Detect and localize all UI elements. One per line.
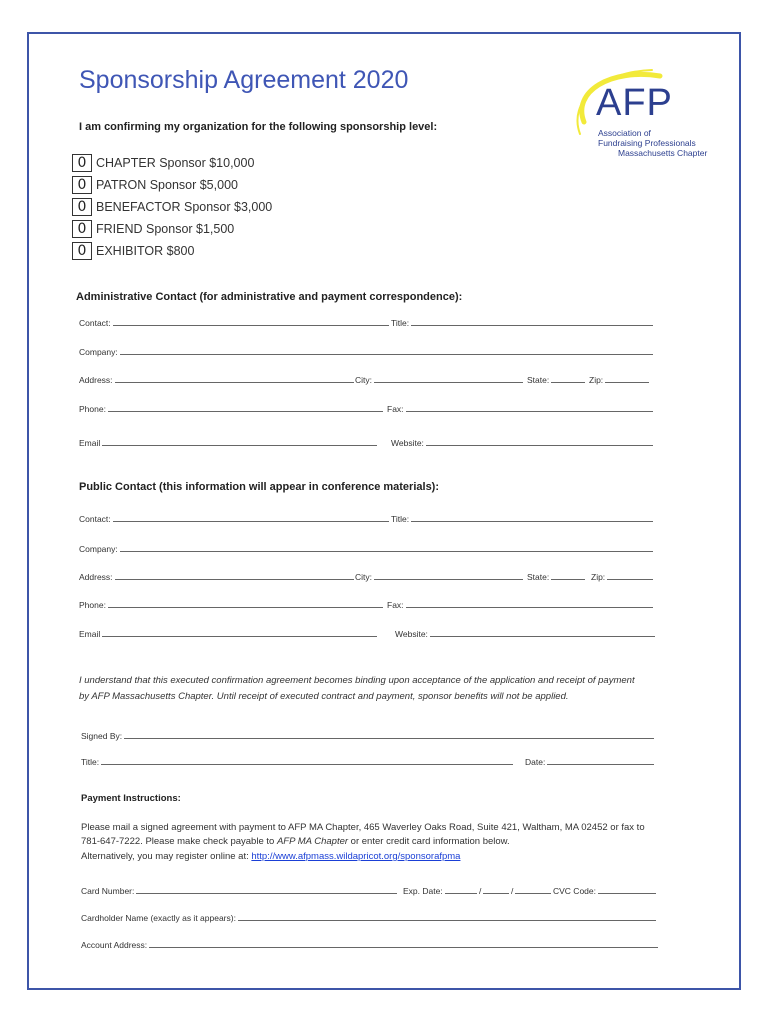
account-address-field[interactable] (81, 938, 658, 950)
field-label: City: (355, 572, 372, 582)
field-label: / (511, 886, 514, 896)
level-exhibitor[interactable] (72, 241, 194, 261)
field-label: Company: (79, 347, 118, 357)
admin-contact-heading: Administrative Contact (for administrative and payment correspondence): (76, 291, 463, 303)
afp-logo-line-2: Fundraising Professionals (598, 138, 696, 148)
field-label: City: (355, 375, 372, 385)
admin-company-row (79, 345, 653, 359)
field-label: Phone: (79, 600, 106, 610)
level-friend[interactable] (72, 219, 234, 239)
online-registration-link[interactable]: http://www.afpmass.wildapricot.org/sponsorafpma (251, 851, 461, 862)
field-label: Signed By: (81, 731, 123, 741)
public-contact-field[interactable] (79, 512, 389, 524)
level-checkbox[interactable]: 0 (72, 154, 92, 172)
payment-text: 781-647-7222. Please make check payable to (81, 836, 277, 847)
field-label: Zip: (589, 375, 604, 385)
admin-city-field[interactable] (355, 373, 523, 385)
field-label: Fax: (387, 404, 404, 414)
field-label: Cardholder Name (exactly as it appears): (81, 913, 236, 923)
field-label: Address: (79, 572, 113, 582)
field-label: Account Address: (81, 940, 148, 950)
cardholder-name-field[interactable] (81, 911, 656, 923)
admin-fax-field[interactable] (387, 402, 653, 414)
level-checkbox[interactable]: 0 (72, 176, 92, 194)
afp-logo-line-1: Association of (598, 128, 651, 138)
public-contact-heading: Public Contact (this information will appear in conference materials): (79, 481, 440, 493)
cvc-code-field[interactable] (553, 884, 656, 896)
signed-by-row (81, 729, 654, 743)
level-label: PATRON Sponsor $5,000 (96, 178, 238, 192)
admin-address-row (79, 373, 653, 387)
field-label: Contact: (79, 318, 111, 328)
field-label: Website: (395, 629, 428, 639)
level-patron[interactable] (72, 175, 238, 195)
admin-state-field[interactable] (527, 373, 585, 385)
level-chapter[interactable] (72, 153, 254, 173)
exp-month-field[interactable] (403, 884, 477, 896)
field-label: Company: (79, 544, 118, 554)
field-label: CVC Code: (553, 886, 596, 896)
field-label: Title: (391, 514, 410, 524)
field-label: State: (527, 375, 550, 385)
signature-title-field[interactable] (81, 755, 513, 767)
payment-text: Alternatively, you may register online at: (81, 851, 252, 862)
exp-year-field[interactable] (511, 884, 551, 896)
field-label: Title: (81, 757, 100, 767)
public-email-field[interactable] (79, 627, 377, 639)
field-label: Email (79, 438, 101, 448)
public-email-row (79, 627, 653, 641)
afp-logo-mark: AFP (596, 82, 673, 124)
payment-heading: Payment Instructions: (81, 793, 181, 804)
admin-email-row (79, 436, 653, 450)
admin-email-field[interactable] (79, 436, 377, 448)
admin-address-field[interactable] (79, 373, 354, 385)
public-address-row (79, 570, 653, 584)
public-title-field[interactable] (391, 512, 653, 524)
field-label: Website: (391, 438, 424, 448)
level-benefactor[interactable] (72, 197, 272, 217)
admin-company-field[interactable] (79, 345, 653, 357)
public-fax-field[interactable] (387, 598, 653, 610)
level-checkbox[interactable]: 0 (72, 198, 92, 216)
field-label: Email (79, 629, 101, 639)
signed-by-field[interactable] (81, 729, 654, 741)
level-checkbox[interactable]: 0 (72, 220, 92, 238)
field-label: Phone: (79, 404, 106, 414)
field-label: Address: (79, 375, 113, 385)
public-company-row (79, 542, 653, 556)
admin-contact-field[interactable] (79, 316, 389, 328)
card-row (81, 884, 656, 898)
payee-name: AFP MA Chapter (276, 836, 349, 847)
afp-logo (570, 62, 710, 162)
public-zip-field[interactable] (591, 570, 653, 582)
public-state-field[interactable] (527, 570, 585, 582)
level-label: CHAPTER Sponsor $10,000 (96, 156, 255, 170)
public-company-field[interactable] (79, 542, 653, 554)
field-label: Fax: (387, 600, 404, 610)
admin-title-field[interactable] (391, 316, 653, 328)
admin-zip-field[interactable] (589, 373, 649, 385)
public-contact-row (79, 512, 653, 526)
field-label: State: (527, 572, 550, 582)
payment-instructions-line-3 (81, 851, 460, 862)
admin-website-field[interactable] (391, 436, 653, 448)
page-title: Sponsorship Agreement 2020 (79, 66, 409, 94)
field-label: Card Number: (81, 886, 135, 896)
level-label: FRIEND Sponsor $1,500 (96, 222, 235, 236)
exp-day-field[interactable] (479, 884, 509, 896)
payment-instructions-line-1: Please mail a signed agreement with payment to AFP MA Chapter, 465 Waverley Oaks Road, Suite 421, Waltham, MA 02452 or fax to (81, 822, 645, 833)
afp-logo-line-3: Massachusetts Chapter (618, 148, 708, 158)
field-label: Contact: (79, 514, 111, 524)
field-label: Exp. Date: (403, 886, 443, 896)
level-checkbox[interactable]: 0 (72, 242, 92, 260)
field-label: Title: (391, 318, 410, 328)
public-address-field[interactable] (79, 570, 354, 582)
public-phone-field[interactable] (79, 598, 383, 610)
admin-contact-row (79, 316, 653, 330)
signature-date-field[interactable] (525, 755, 654, 767)
payment-text: or enter credit card information below. (348, 836, 510, 847)
card-number-field[interactable] (81, 884, 397, 896)
admin-phone-row (79, 402, 653, 416)
admin-phone-field[interactable] (79, 402, 383, 414)
field-label: Date: (525, 757, 546, 767)
field-label: / (479, 886, 482, 896)
public-website-field[interactable] (395, 627, 655, 639)
public-city-field[interactable] (355, 570, 523, 582)
payment-instructions-line-2 (81, 836, 510, 847)
agreement-notice-line-1: I understand that this executed confirmation agreement becomes binding upon acceptance of the application and receipt of payment (79, 675, 635, 686)
cardholder-row (81, 911, 656, 925)
account-address-row (81, 938, 658, 952)
agreement-notice-line-2: by AFP Massachusetts Chapter. Until receipt of executed contract and payment, sponsor benefits will not be applied. (79, 691, 569, 702)
sponsorship-intro: I am confirming my organization for the following sponsorship level: (79, 121, 438, 133)
signature-title-row (81, 755, 654, 769)
public-phone-row (79, 598, 653, 612)
level-label: BENEFACTOR Sponsor $3,000 (96, 200, 273, 214)
field-label: Zip: (591, 572, 606, 582)
level-label: EXHIBITOR $800 (96, 244, 195, 258)
